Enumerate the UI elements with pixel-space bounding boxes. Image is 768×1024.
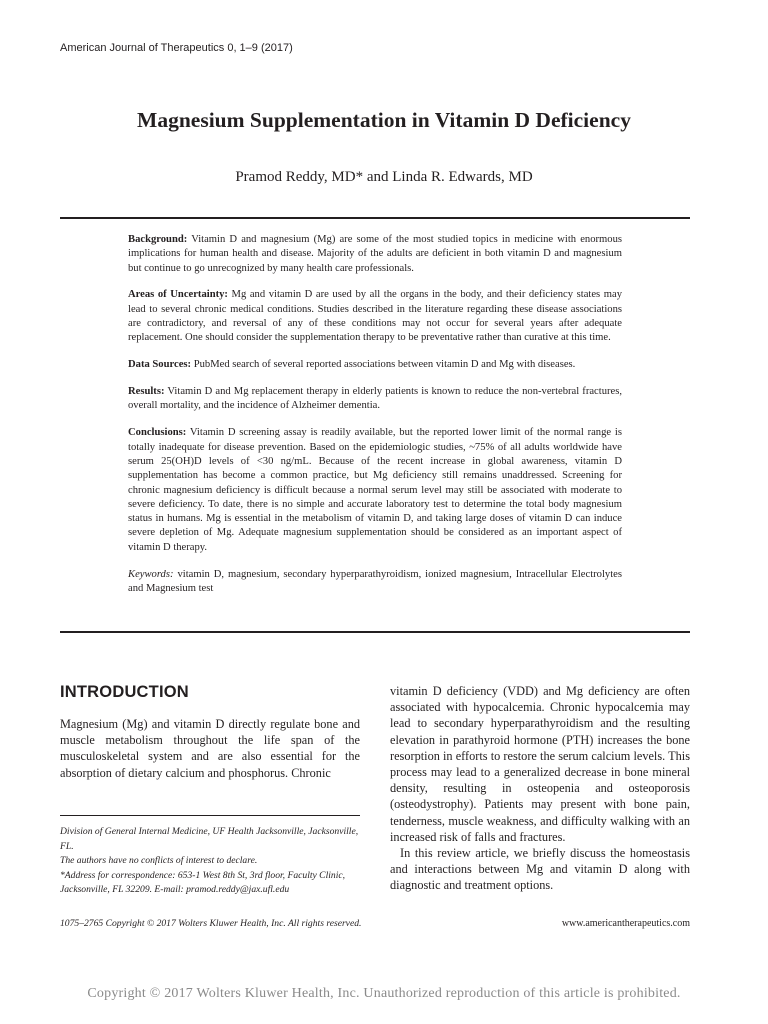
abstract-background-heading: Background: [128,234,188,245]
copyright-watermark: Copyright © 2017 Wolters Kluwer Health, Inc. Unauthorized reproduction of this article is prohibited. [87,986,681,1001]
introduction-paragraph-right-1: vitamin D deficiency (VDD) and Mg deficiency are often associated with hypocalcemia. Chronic hypocalcemia may lead to secondary hyperparathyroidism and the resulting elevation in parathyroid hormone (PTH) increases the bone resorption in efforts to restore the serum calcium levels. This process may lead to a generalized decrease in bone mineral density, resulting in osteopenia and osteoporosis (osteodystrophy). Patients may present with bone pain, tenderness, muscle weakness, and difficulty walking with an increased risk of falls and fractures. [390,684,690,844]
abstract-sources [128,358,622,372]
copyright-notice: 1075–2765 Copyright © 2017 Wolters Kluwer Health, Inc. All rights reserved. [60,918,362,929]
footnote-affiliation: Division of General Internal Medicine, UF Health Jacksonville, Jacksonville, FL. [60,826,359,852]
abstract-bottom-rule [60,631,690,633]
abstract-conclusions-text: Vitamin D screening assay is readily available, but the reported lower limit of the normal range is totally inadequate for disease prevention. Based on the epidemiologic studies, ~75% of all adults worldwide have serum 25(OH)D levels of <30 ng/mL. Because of the recent increase in global awareness, vitamin D supplementation has become a common practice, but Mg deficiency still remains unaddressed. Screening for chronic magnesium deficiency is difficult because a normal serum level may still be associated with moderate to severe deficiency. To date, there is no simple and accurate laboratory test to determine the total body magnesium status in humans. Mg is essential in the metabolism of vitamin D, and taking large doses of vitamin D can induce severe depletion of Mg. Adequate magnesium supplementation should be considered as an important aspect of vitamin D therapy. [128,427,622,553]
abstract [128,233,622,609]
abstract-uncertainty-text: Mg and vitamin D are used by all the organs in the body, and their deficiency states may lead to several chronic medical conditions. Studies described in the literature regarding these disease associations are contradictory, and reversal of any of these conditions may not occur for several years after adequate replacement. One should consider the supplementation therapy to be preventative rather than curative at this time. [128,289,622,344]
introduction-paragraph-left: Magnesium (Mg) and vitamin D directly regulate bone and muscle metabolism throughout the life span of the musculoskeletal system and are also essential for the absorption of dietary calcium and phosphorus. Chronic [60,717,360,780]
introduction-paragraph-right-2: In this review article, we briefly discuss the homeostasis and interactions between Mg and vitamin D along with diagnostic and treatment options. [390,846,690,893]
introduction-heading: INTRODUCTION [60,683,189,701]
footnotes [60,825,360,898]
article-authors: Pramod Reddy, MD* and Linda R. Edwards, MD [235,169,533,185]
abstract-keywords [128,568,622,597]
keywords-heading: Keywords: [128,568,174,580]
abstract-conclusions-heading: Conclusions: [128,427,187,439]
abstract-conclusions [128,426,622,555]
abstract-top-rule [60,217,690,219]
article-title: Magnesium Supplementation in Vitamin D Deficiency [137,108,631,132]
abstract-uncertainty [128,288,622,345]
abstract-sources-heading: Data Sources: [128,359,192,371]
journal-citation: American Journal of Therapeutics 0, 1–9 (2017) [60,42,293,54]
journal-url[interactable]: www.americantherapeutics.com [561,918,690,929]
abstract-uncertainty-heading: Areas of Uncertainty: [128,289,228,301]
footnote-conflicts: The authors have no conflicts of interest to declare. [60,855,258,867]
abstract-results [128,385,622,414]
abstract-background-text: Vitamin D and magnesium (Mg) are some of the most studied topics in medicine with enormous implications for human health and disease. Majority of the adults are deficient in both vitamin D and magnesium but continue to go unrecognized by many health care professionals. [128,234,622,274]
abstract-sources-text: PubMed search of several reported associations between vitamin D and Mg with diseases. [191,359,576,371]
abstract-results-heading: Results: [128,386,165,398]
introduction-right-column [390,683,690,894]
footnote-divider [60,815,360,816]
abstract-results-text: Vitamin D and Mg replacement therapy in elderly patients is known to reduce the non-vertebral fractures, overall mortality, and the incidence of Alzheimer dementia. [128,386,622,412]
footnote-correspondence: *Address for correspondence: 653-1 West 8th St, 3rd floor, Faculty Clinic, Jacksonville, FL 32209. E-mail: pramod.reddy@jax.ufl.edu [60,869,346,896]
keywords-text: vitamin D, magnesium, secondary hyperparathyroidism, ionized magnesium, Intracellular Electrolytes and Magnesium test [128,568,622,594]
abstract-background [128,233,622,276]
introduction-left-column [60,716,360,781]
